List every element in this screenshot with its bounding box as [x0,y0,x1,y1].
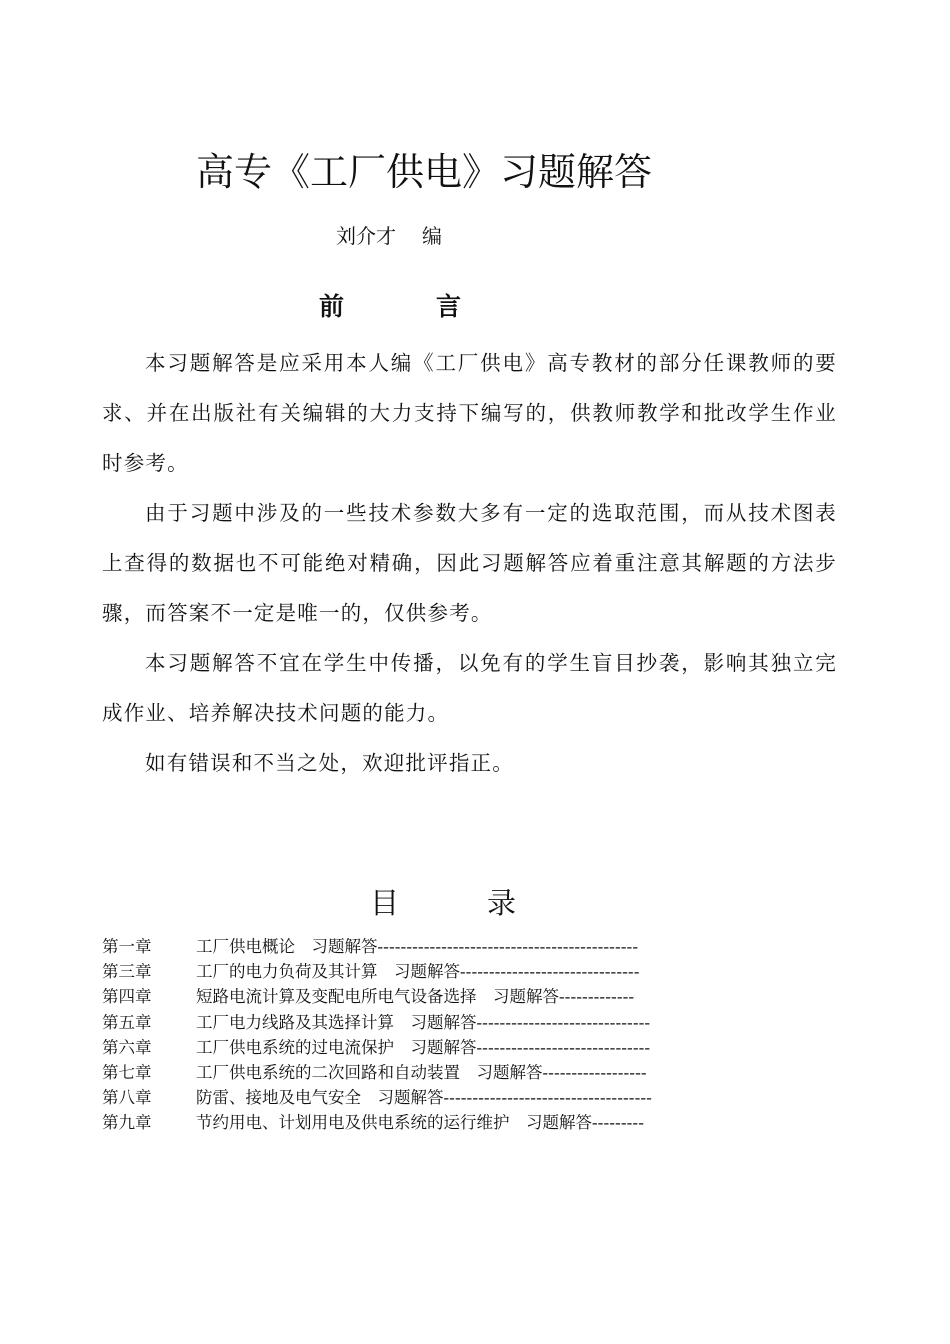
toc-entry[interactable] [102,934,652,959]
toc-entry-title: 工厂供电系统的二次回路和自动装置 习题解答 [196,1063,543,1083]
toc-leader: ------------- [559,987,635,1007]
toc-entry-title: 短路电流计算及变配电所电气设备选择 习题解答 [196,987,559,1007]
author-role: 编 [422,224,442,248]
preface-heading-left: 前 [319,292,345,321]
author-name: 刘介才 [336,224,396,248]
toc-entry[interactable] [102,1110,652,1135]
toc-entry[interactable] [102,1035,652,1060]
toc-entry[interactable] [102,984,652,1009]
toc-entry-title: 工厂的电力负荷及其计算 习题解答 [196,962,460,982]
toc-entry[interactable] [102,1060,652,1085]
toc-heading-right: 录 [487,886,517,920]
toc-leader: ------------------------------ [476,1037,651,1057]
preface-body [102,338,837,788]
toc-entry[interactable] [102,959,652,984]
toc-leader: ------------------------------- [460,962,640,982]
toc-leader: ------------------------------------ [443,1088,653,1108]
table-of-contents [102,934,652,1136]
preface-paragraph: 本习题解答不宜在学生中传播，以免有的学生盲目抄袭，影响其独立完成作业、培养解决技术问题的能力。 [102,651,837,725]
toc-chapter-number: 第八章 [102,1088,152,1108]
toc-leader: ------------------ [542,1063,647,1083]
toc-entry-title: 工厂供电概论 习题解答 [196,937,378,956]
toc-entry[interactable] [102,1085,652,1110]
toc-entry-title: 节约用电、计划用电及供电系统的运行维护 习题解答 [196,1113,592,1133]
preface-paragraph: 本习题解答是应采用本人编《工厂供电》高专教材的部分任课教师的要求、并在出版社有关编辑的大力支持下编写的，供教师教学和批改学生作业时参考。 [102,351,837,475]
toc-heading [370,884,516,922]
toc-entry-title: 工厂电力线路及其选择计算 习题解答 [196,1012,477,1032]
toc-chapter-number: 第七章 [102,1063,152,1083]
toc-leader: --------------------------------------------- [377,937,639,956]
preface-paragraph: 由于习题中涉及的一些技术参数大多有一定的选取范围，而从技术图表上查得的数据也不可能绝对精确，因此习题解答应着重注意其解题的方法步骤，而答案不一定是唯一的，仅供参考。 [102,501,837,625]
author-line [336,222,442,250]
preface-heading [319,290,461,324]
toc-leader: ------------------------------ [476,1012,651,1032]
toc-entry-title: 防雷、接地及电气安全 习题解答 [196,1088,444,1108]
toc-entry-title: 工厂供电系统的过电流保护 习题解答 [196,1037,477,1057]
toc-chapter-number: 第一章 [102,937,152,956]
preface-heading-right: 言 [436,292,462,321]
toc-entry[interactable] [102,1010,652,1035]
toc-chapter-number: 第四章 [102,987,152,1007]
toc-chapter-number: 第三章 [102,962,152,982]
toc-heading-left: 目 [370,886,400,920]
document-title: 高专《工厂供电》习题解答 [196,150,653,194]
toc-leader: --------- [592,1113,645,1133]
preface-paragraph: 如有错误和不当之处，欢迎批评指正。 [145,751,514,775]
toc-chapter-number: 第六章 [102,1037,152,1057]
toc-chapter-number: 第九章 [102,1113,152,1133]
toc-chapter-number: 第五章 [102,1012,152,1032]
